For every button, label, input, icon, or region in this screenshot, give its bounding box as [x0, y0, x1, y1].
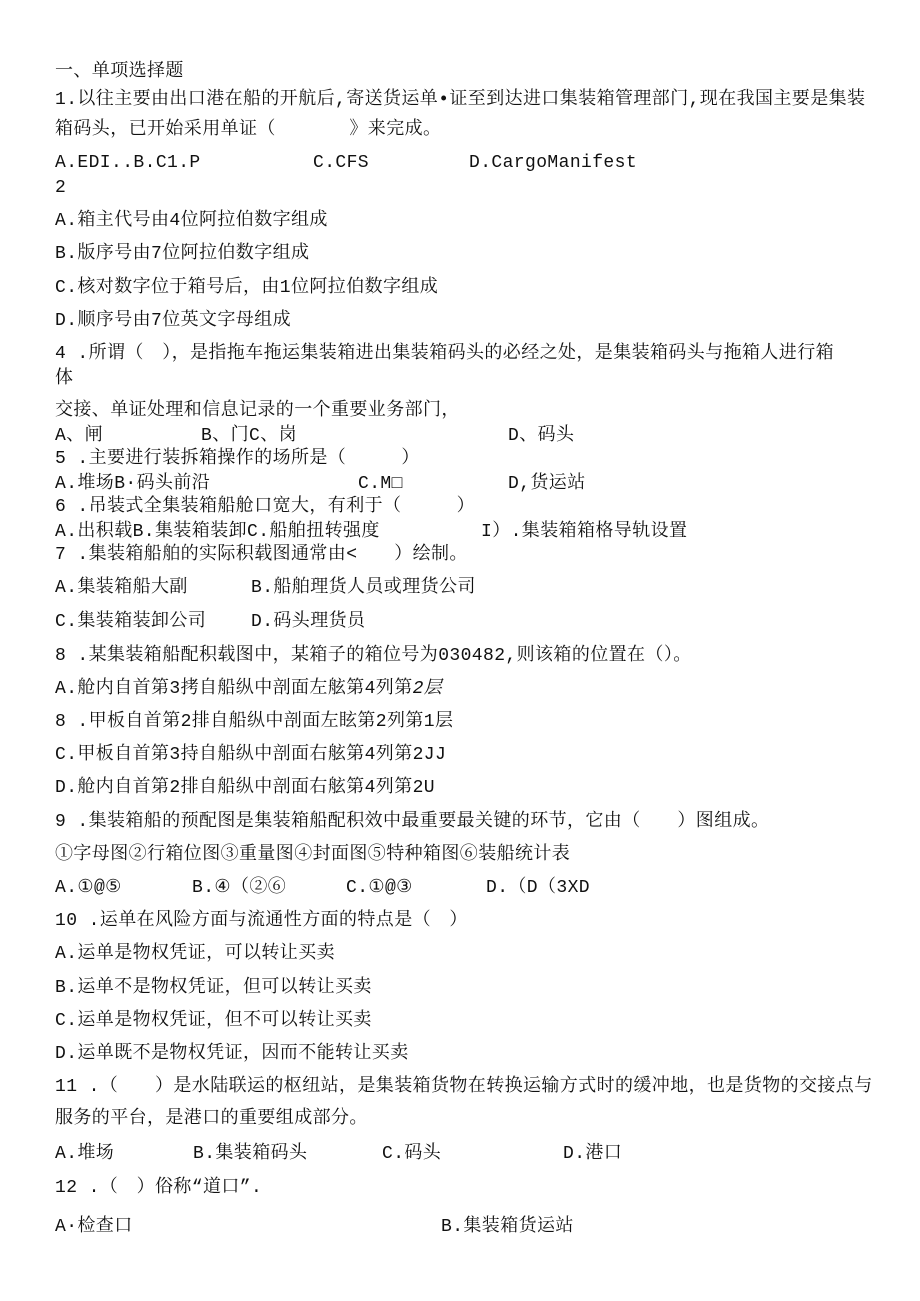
- q4-stem-line-3: 交接、单证处理和信息记录的一个重要业务部门，: [55, 401, 460, 421]
- q10-option-c: C.运单是物权凭证，但不可以转让买卖: [55, 1011, 372, 1031]
- q2-option-d: D.顺序号由7位英文字母组成: [55, 311, 292, 331]
- q1-option-c: C.CFS: [313, 153, 370, 173]
- q1-option-d: D.CargoManifest: [469, 153, 638, 173]
- q11-option-a: A.堆场: [55, 1144, 115, 1164]
- q4-stem-line-2: 体: [55, 369, 74, 389]
- q12-option-b: B.集装箱货运站: [441, 1217, 574, 1237]
- q6-option-d: I）.集装箱箱格导轨设置: [481, 522, 688, 542]
- q6-option-abc: A.出积载B.集装箱装卸C.船舶扭转强度: [55, 522, 380, 542]
- q8-option-a-text: A.舱内自首第3拷自船纵中剖面左舷第4列第: [55, 679, 413, 699]
- q12-option-a: A·检查口: [55, 1217, 133, 1237]
- q1-option-ab: A.EDI..B.C1.P: [55, 153, 201, 173]
- q7-stem: 7 .集装箱船舶的实际积载图通常由< ）绘制。: [55, 545, 468, 565]
- q8-option-a-tail: 2层: [412, 679, 443, 699]
- q9-option-d: D.（D（3XD: [486, 878, 591, 898]
- q8-stem: 8 .某集装箱船配积载图中，某箱子的箱位号为030482,则该箱的位置在（）。: [55, 646, 692, 666]
- q5-option-ab: A.堆场B·码头前沿: [55, 474, 211, 494]
- q7-option-a: A.集装箱船大副: [55, 578, 188, 598]
- q2-option-c: C.核对数字位于箱号后，由1位阿拉伯数字组成: [55, 278, 439, 298]
- q7-option-c: C.集装箱装卸公司: [55, 612, 207, 632]
- q8-option-b: 8 .甲板自首第2排自船纵中剖面左眩第2列第1层: [55, 712, 454, 732]
- q11-option-b: B.集装箱码头: [193, 1144, 308, 1164]
- q10-option-d: D.运单既不是物权凭证，因而不能转让买卖: [55, 1044, 409, 1064]
- q5-stem: 5 .主要进行装拆箱操作的场所是（ ）: [55, 449, 420, 469]
- q10-stem: 10 .运单在风险方面与流通性方面的特点是（ ）: [55, 911, 468, 931]
- q11-option-c: C.码头: [382, 1144, 442, 1164]
- q9-option-c: C.①@③: [346, 878, 413, 898]
- q6-stem: 6 .吊装式全集装箱船舱口宽大，有利于（ ）: [55, 497, 476, 517]
- q5-option-d: D,货运站: [508, 474, 586, 494]
- q4-option-bc: B、门C、岗: [201, 426, 298, 446]
- q2-option-b: B.版序号由7位阿拉伯数字组成: [55, 244, 310, 264]
- q7-option-d: D.码头理货员: [251, 612, 366, 632]
- q2-number: 2: [55, 178, 67, 198]
- q1-stem-line-2: 箱码头，已开始采用单证（ 》来完成。: [55, 120, 442, 140]
- section-heading: 一、单项选择题: [55, 62, 184, 82]
- q4-stem-line-1: 4 .所谓（ ），是指拖车拖运集装箱进出集装箱码头的必经之处，是集装箱码头与拖箱人进行箱: [55, 344, 835, 364]
- q9-items: ①字母图②行箱位图③重量图④封面图⑤特种箱图⑥装船统计表: [55, 845, 571, 865]
- q7-option-b: B.船舶理货人员或理货公司: [251, 578, 476, 598]
- q2-option-a: A.箱主代号由4位阿拉伯数字组成: [55, 211, 328, 231]
- q9-stem: 9 .集装箱船的预配图是集装箱船配积效中最重要最关键的环节，它由（ ）图组成。: [55, 812, 770, 832]
- q8-option-c: C.甲板自首第3持自船纵中剖面右舷第4列第2JJ: [55, 745, 447, 765]
- q10-option-b: B.运单不是物权凭证，但可以转让买卖: [55, 978, 372, 998]
- q8-option-d: D.舱内自首第2排自船纵中剖面右舷第4列第2U: [55, 778, 436, 798]
- q1-stem-line-1: 1.以往主要由出口港在船的开航后,寄送货运单•证至到达进口集装箱管理部门,现在我国主要是集装: [55, 90, 866, 110]
- q9-option-b: B.④（②⑥: [192, 878, 287, 898]
- q4-option-a: A、闸: [55, 426, 104, 446]
- q11-stem-line-2: 服务的平台，是港口的重要组成部分。: [55, 1109, 368, 1129]
- q9-option-a: A.①@⑤: [55, 878, 122, 898]
- q10-option-a: A.运单是物权凭证，可以转让买卖: [55, 944, 336, 964]
- q4-option-d: D、码头: [508, 426, 575, 446]
- q11-option-d: D.港口: [563, 1144, 623, 1164]
- q5-option-c: C.M□: [358, 474, 403, 494]
- q12-stem: 12 .（ ）俗称“道口”.: [55, 1178, 263, 1198]
- q11-stem-line-1: 11 .（ ）是水陆联运的枢纽站，是集装箱货物在转换运输方式时的缓冲地，也是货物的交接点与: [55, 1077, 873, 1097]
- q8-option-a: [55, 677, 442, 701]
